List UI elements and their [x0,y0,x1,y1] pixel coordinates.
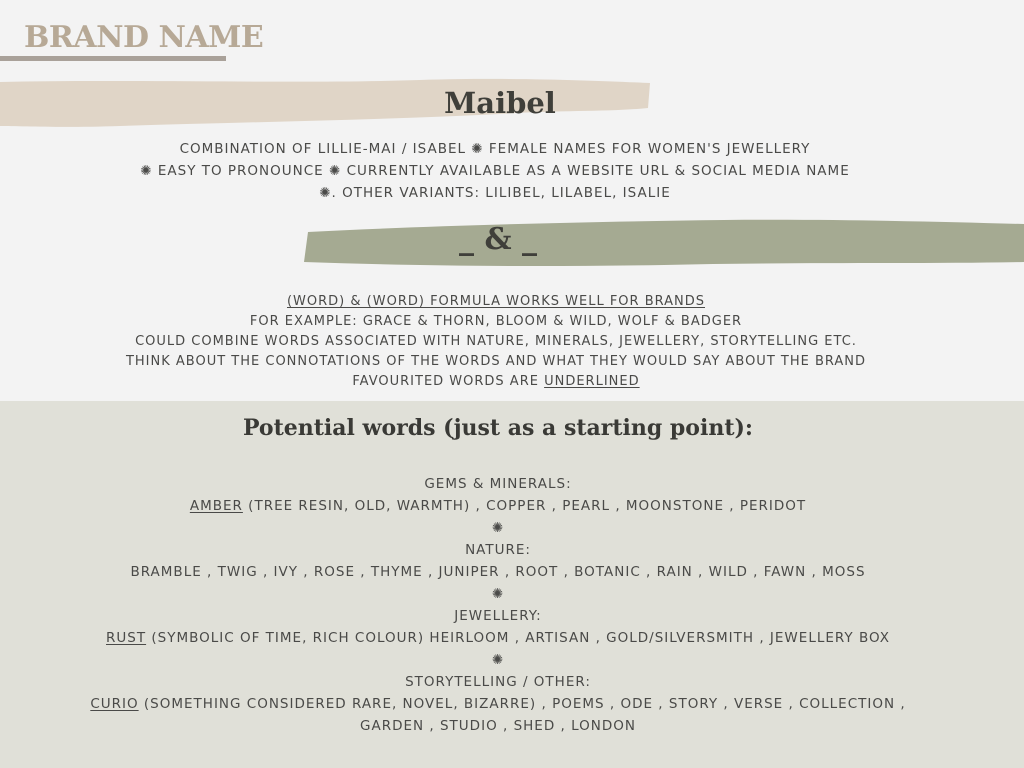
gems-rest: (TREE RESIN, OLD, WARMTH) , COPPER , PEARL , MOONSTONE , PERIDOT [242,498,807,514]
separator-star-icon: ✺ [491,586,505,602]
maibel-title [0,86,1000,120]
storytelling-heading: STORYTELLING / OTHER: [405,674,591,690]
ampersand-title: _ & _ [459,222,537,257]
favourited-underlined: UNDERLINED [544,374,640,389]
nature-line: BRAMBLE , TWIG , IVY , ROSE , THYME , JUNIPER , ROOT , BOTANIC , RAIN , WILD , FAWN , MOSS [130,564,866,580]
maibel-note-line: ✺ EASY TO PRONOUNCE ✺ CURRENTLY AVAILABLE AS A WEBSITE URL & SOCIAL MEDIA NAME [140,163,850,179]
favourited-line [0,372,992,392]
separator-star-icon: ✺ [491,652,505,668]
gems-heading: GEMS & MINERALS: [424,476,572,492]
storytelling-rest: (SOMETHING CONSIDERED RARE, NOVEL, BIZARRE) , POEMS , ODE , STORY , VERSE , COLLECTION , [138,696,906,712]
nature-heading: NATURE: [465,542,531,558]
storytelling-line [0,693,996,715]
separator-star-icon: ✺ [491,520,505,536]
brand-title: BRAND NAME [24,20,264,55]
favourited-prefix: FAVOURITED WORDS ARE [352,374,545,389]
potential-words-title: Potential words (just as a starting point): [242,415,754,441]
jewellery-line [0,627,996,649]
maibel-notes [0,138,990,204]
gems-favourite: AMBER [189,498,243,514]
formula-note-line: COULD COMBINE WORDS ASSOCIATED WITH NATURE, MINERALS, JEWELLERY, STORYTELLING ETC. [135,334,857,349]
formula-note-line: FOR EXAMPLE: GRACE & THORN, BLOOM & WILD, WOLF & BADGER [249,314,743,329]
jewellery-heading: JEWELLERY: [454,608,542,624]
jewellery-rest: (SYMBOLIC OF TIME, RICH COLOUR) HEIRLOOM , ARTISAN , GOLD/SILVERSMITH , JEWELLERY BOX [146,630,890,646]
potential-words-section [0,401,1024,768]
storytelling-favourite: CURIO [90,696,139,712]
maibel-note-line: COMBINATION OF LILLIE-MAI / ISABEL ✺ FEMALE NAMES FOR WOMEN'S JEWELLERY [179,141,811,157]
jewellery-favourite: RUST [106,630,147,646]
formula-note-line: THINK ABOUT THE CONNOTATIONS OF THE WORDS AND WHAT THEY WOULD SAY ABOUT THE BRAND [125,354,867,369]
formula-notes [0,292,992,392]
storytelling-line-2: GARDEN , STUDIO , SHED , LONDON [360,718,636,734]
brand-underline [0,56,226,61]
maibel-note-line: ✺. OTHER VARIANTS: LILIBEL, LILABEL, ISALIE [319,185,671,201]
word-lists [0,473,996,737]
formula-headline: (WORD) & (WORD) FORMULA WORKS WELL FOR BRANDS [286,294,705,309]
maibel-title-text: Maibel [444,86,556,120]
gems-line [0,495,996,517]
